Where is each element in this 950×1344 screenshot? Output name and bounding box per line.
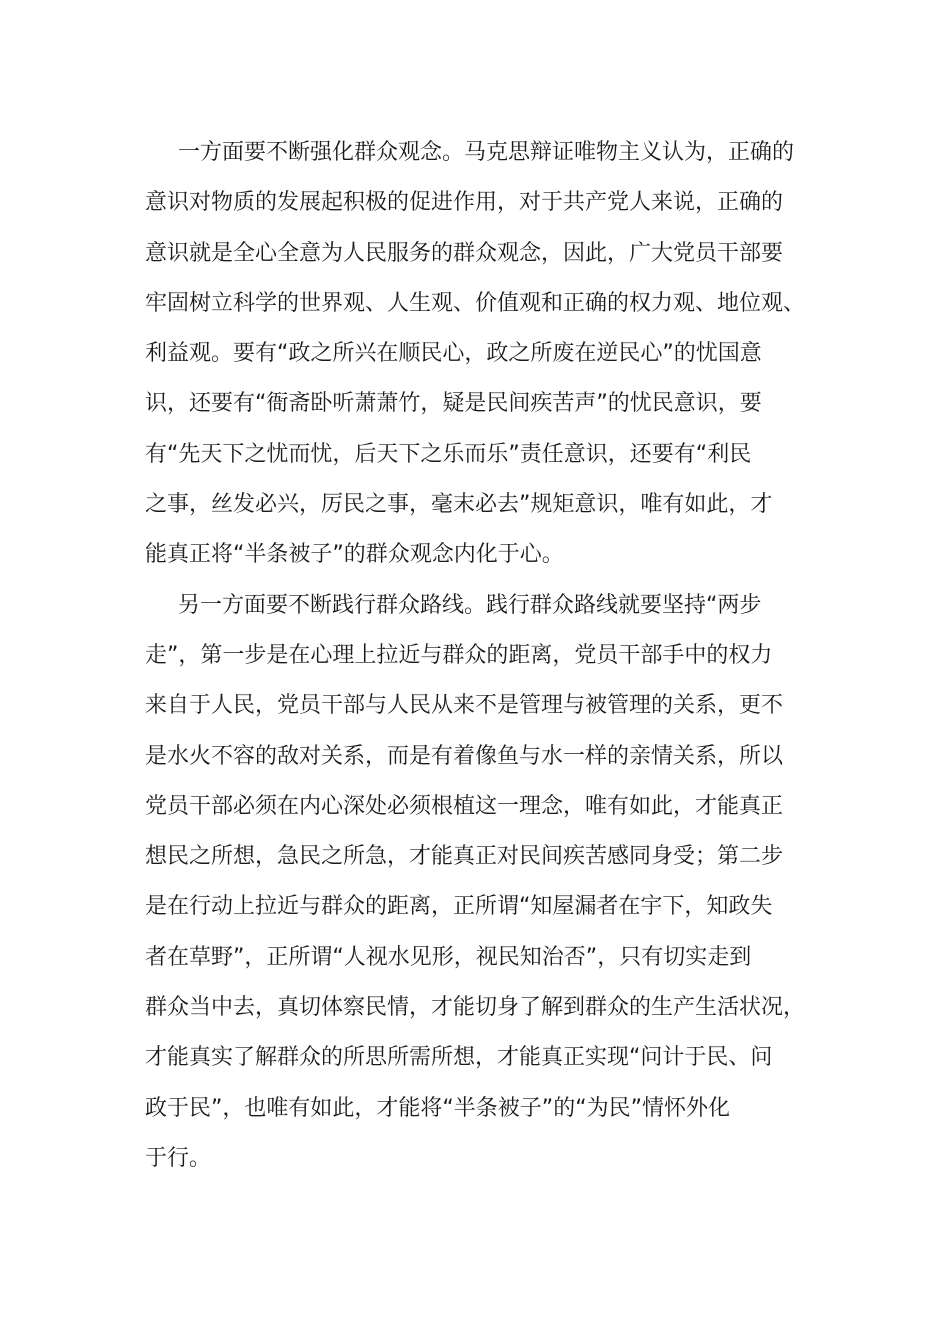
text-line: 党员干部必须在内心深处必须根植这一理念，唯有如此，才能真正 — [145, 793, 784, 819]
text-line: 牢固树立科学的世界观、人生观、价值观和正确的权力观、地位观、 — [145, 290, 806, 316]
body-text — [145, 128, 810, 1184]
text-line: 来自于人民，党员干部与人民从来不是管理与被管理的关系，更不 — [145, 693, 784, 719]
text-line: 一方面要不断强化群众观念。马克思辩证唯物主义认为，正确的 — [178, 140, 795, 165]
text-line: 者在草野”，正所谓“人视水见形，视民知治否”，只有切实走到 — [145, 944, 752, 970]
text-line: 是水火不容的敌对关系，而是有着像鱼与水一样的亲情关系，所以 — [145, 743, 784, 769]
text-line: 另一方面要不断践行群众路线。践行群众路线就要坚持“两步 — [178, 592, 762, 618]
text-line: 政于民”，也唯有如此，才能将“半条被子”的“为民”情怀外化 — [145, 1095, 730, 1121]
text-line: 是在行动上拉近与群众的距离，正所谓“知屋漏者在宇下，知政失 — [145, 894, 773, 920]
text-line: 之事，丝发必兴，厉民之事，毫末必去”规矩意识，唯有如此，才 — [145, 492, 773, 518]
text-line: 群众当中去，真切体察民情，才能切身了解到群众的生产生活状况， — [145, 995, 806, 1021]
text-line: 于行。 — [145, 1145, 212, 1171]
paragraph-1 — [145, 128, 810, 581]
text-line: 意识对物质的发展起积极的促进作用，对于共产党人来说，正确的 — [145, 190, 784, 216]
text-line: 有“先天下之忧而忧，后天下之乐而乐”责任意识，还要有“利民 — [145, 441, 752, 467]
text-line: 识，还要有“衙斋卧听萧萧竹，疑是民间疾苦声”的忧民意识，要 — [145, 391, 762, 417]
text-line: 意识就是全心全意为人民服务的群众观念，因此，广大党员干部要 — [145, 240, 784, 266]
text-line: 想民之所想，急民之所急，才能真正对民间疾苦感同身受；第二步 — [145, 844, 784, 870]
text-line: 能真正将“半条被子”的群众观念内化于心。 — [145, 542, 564, 568]
text-line: 才能真实了解群众的所思所需所想，才能真正实现“问计于民、问 — [145, 1045, 773, 1071]
paragraph-2 — [145, 581, 810, 1185]
text-line: 走”，第一步是在心理上拉近与群众的距离，党员干部手中的权力 — [145, 642, 773, 668]
text-line: 利益观。要有“政之所兴在顺民心，政之所废在逆民心”的忧国意 — [145, 341, 762, 367]
